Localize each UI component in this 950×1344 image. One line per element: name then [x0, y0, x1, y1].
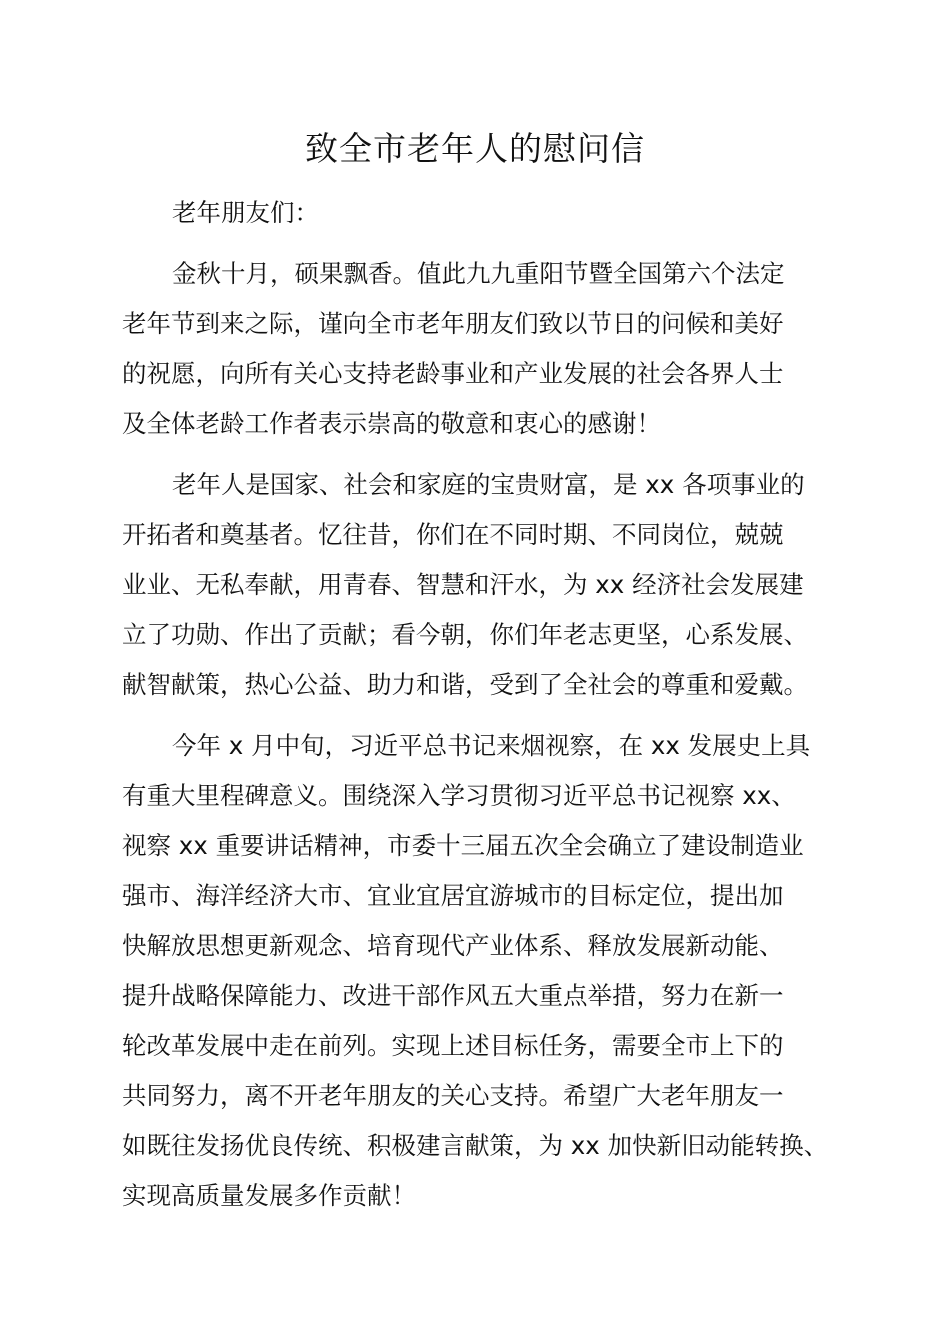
paragraph-3-line-7: 轮改革发展中走在前列。实现上述目标任务，需要全市上下的 [122, 1031, 784, 1060]
paragraph-3-line-9: 如既往发扬优良传统、积极建言献策，为 xx 加快新旧动能转换、 [122, 1131, 829, 1160]
paragraph-3-line-6: 提升战略保障能力、改进干部作风五大重点举措，努力在新一 [122, 981, 784, 1010]
paragraph-2-line-3: 业业、无私奉献，用青春、智慧和汗水，为 xx 经济社会发展建 [122, 570, 804, 599]
paragraph-2-line-2: 开拓者和奠基者。忆往昔，你们在不同时期、不同岗位，兢兢 [122, 520, 784, 549]
paragraph-1-line-4: 及全体老龄工作者表示崇高的敬意和衷心的感谢！ [122, 409, 661, 438]
paragraph-3-line-1: 今年 x 月中旬，习近平总书记来烟视察，在 xx 发展史上具 [172, 731, 811, 760]
salutation: 老年朋友们： [172, 198, 319, 227]
paragraph-3-line-8: 共同努力，离不开老年朋友的关心支持。希望广大老年朋友一 [122, 1081, 784, 1110]
letter-title: 致全市老年人的慰问信 [305, 129, 645, 168]
paragraph-3-line-5: 快解放思想更新观念、培育现代产业体系、释放发展新动能、 [122, 931, 784, 960]
paragraph-2-line-5: 献智献策，热心公益、助力和谐，受到了全社会的尊重和爱戴。 [122, 670, 808, 699]
paragraph-1-line-2: 老年节到来之际，谨向全市老年朋友们致以节日的问候和美好 [122, 309, 784, 338]
paragraph-3-line-4: 强市、海洋经济大市、宜业宜居宜游城市的目标定位，提出加 [122, 881, 784, 910]
paragraph-2-line-4: 立了功勋、作出了贡献；看今朝，你们年老志更坚，心系发展、 [122, 620, 808, 649]
paragraph-3-line-10: 实现高质量发展多作贡献！ [122, 1181, 416, 1210]
paragraph-3-line-3: 视察 xx 重要讲话精神，市委十三届五次全会确立了建设制造业 [122, 831, 804, 860]
paragraph-2-line-1: 老年人是国家、社会和家庭的宝贵财富，是 xx 各项事业的 [172, 470, 805, 499]
paragraph-1-line-3: 的祝愿，向所有关心支持老龄事业和产业发展的社会各界人士 [122, 359, 784, 388]
paragraph-1-line-1: 金秋十月，硕果飘香。值此九九重阳节暨全国第六个法定 [172, 259, 785, 288]
paragraph-3-line-2: 有重大里程碑意义。围绕深入学习贯彻习近平总书记视察 xx、 [122, 781, 796, 810]
